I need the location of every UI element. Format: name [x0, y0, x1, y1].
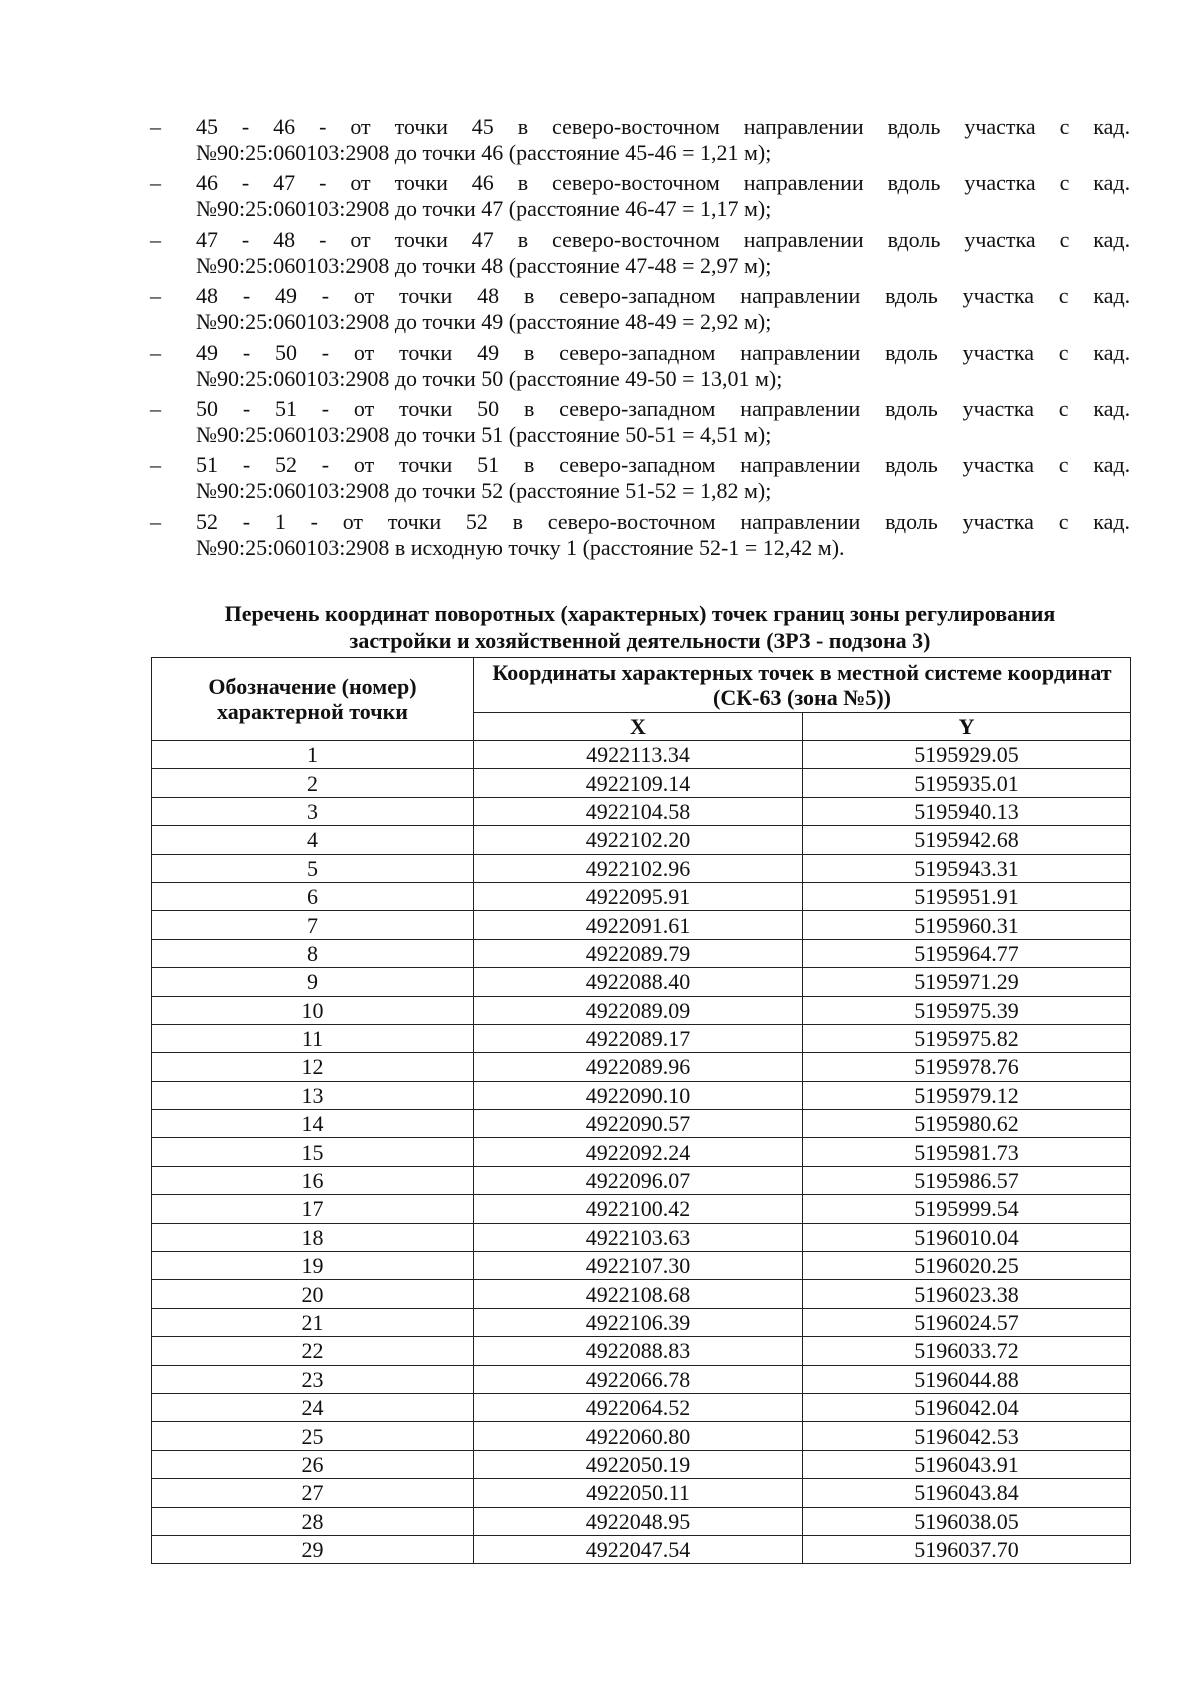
table-row — [152, 939, 1131, 967]
header-coordinates: Координаты характерных точек в местной системе координат (СК-63 (зона №5)) — [474, 658, 1131, 713]
segment-word: - — [319, 114, 327, 139]
point-number-cell: 18 — [152, 1223, 474, 1251]
list-dash: – — [150, 395, 161, 421]
segment-word: участка — [962, 283, 1034, 309]
y-coordinate-cell: 5195975.39 — [803, 996, 1131, 1024]
x-coordinate-cell: 4922088.83 — [474, 1337, 803, 1365]
table-row — [152, 1393, 1131, 1421]
table-row — [152, 854, 1131, 882]
point-number-cell: 10 — [152, 996, 474, 1024]
y-coordinate-cell: 5195999.54 — [803, 1195, 1131, 1223]
point-number-cell: 23 — [152, 1365, 474, 1393]
table-row — [152, 1166, 1131, 1194]
segment-word: с — [1058, 283, 1069, 309]
segment-word: 49 — [196, 339, 218, 365]
point-number-cell: 3 — [152, 797, 474, 825]
y-coordinate-cell: 5195975.82 — [803, 1024, 1131, 1052]
x-coordinate-cell: 4922108.68 — [474, 1280, 803, 1308]
segment-word: с — [1058, 508, 1069, 534]
table-row — [152, 996, 1131, 1024]
table-title-line-2: застройки и хозяйственной деятельности (ЗРЗ - подзона 3) — [349, 628, 931, 653]
segment-word: с — [1058, 339, 1069, 365]
y-coordinate-cell: 5195971.29 — [803, 968, 1131, 996]
x-coordinate-cell: 4922066.78 — [474, 1365, 803, 1393]
point-number-cell: 21 — [152, 1308, 474, 1336]
table-title-line-1: Перечень координат поворотных (характерных) точек границ зоны регулирования — [224, 601, 1056, 626]
table-row — [152, 826, 1131, 854]
table-row — [152, 1252, 1131, 1280]
segment-word: кад. — [1093, 452, 1130, 478]
y-coordinate-cell: 5196010.04 — [803, 1223, 1131, 1251]
y-coordinate-cell: 5195940.13 — [803, 797, 1131, 825]
segment-word: 51 — [196, 452, 218, 478]
segment-word: участка — [964, 170, 1036, 196]
table-row — [152, 769, 1131, 797]
segment-word: вдоль — [887, 114, 941, 139]
segment-word: точки — [399, 395, 453, 421]
y-coordinate-cell: 5196024.57 — [803, 1308, 1131, 1336]
segment-word: от — [350, 114, 371, 139]
segment-word: в — [517, 170, 529, 196]
segment-word: - — [242, 452, 251, 478]
segment-word: 46 — [273, 114, 296, 139]
table-row — [152, 1223, 1131, 1251]
segment-word: в — [523, 395, 535, 421]
segment-word: 50 — [274, 339, 297, 365]
x-coordinate-cell: 4922089.79 — [474, 939, 803, 967]
point-number-cell: 11 — [152, 1024, 474, 1052]
segment-word: - — [242, 339, 251, 365]
segment-word: 50 — [477, 395, 500, 421]
x-coordinate-cell: 4922102.20 — [474, 826, 803, 854]
y-coordinate-cell: 5195951.91 — [803, 882, 1131, 910]
boundary-segment-item — [150, 452, 1130, 504]
x-coordinate-cell: 4922050.19 — [474, 1450, 803, 1478]
point-number-cell: 1 — [152, 741, 474, 769]
point-number-cell: 14 — [152, 1110, 474, 1138]
segment-line-1 — [196, 227, 1130, 253]
header-x: X — [474, 713, 803, 741]
segment-line-1 — [196, 170, 1130, 196]
point-number-cell: 2 — [152, 769, 474, 797]
segment-word: 52 — [465, 508, 488, 534]
segment-word: 51 — [477, 452, 500, 478]
segment-word: - — [241, 114, 250, 139]
segment-word: 46 — [471, 170, 494, 196]
table-row — [152, 1337, 1131, 1365]
x-coordinate-cell: 4922092.24 — [474, 1138, 803, 1166]
y-coordinate-cell: 5196042.53 — [803, 1422, 1131, 1450]
segment-word: направлении — [743, 226, 864, 252]
segment-line-1 — [196, 396, 1130, 422]
table-row — [152, 968, 1131, 996]
segment-word: 48 — [477, 283, 500, 309]
y-coordinate-cell: 5195981.73 — [803, 1138, 1131, 1166]
point-number-cell: 4 — [152, 826, 474, 854]
list-dash: – — [150, 114, 161, 139]
y-coordinate-cell: 5195964.77 — [803, 939, 1131, 967]
table-title — [150, 600, 1130, 654]
segment-word: 49 — [274, 283, 297, 309]
segment-line-2: №90:25:060103:2908 до точки 46 (расстояние 45-46 = 1,21 м); — [196, 140, 772, 165]
segment-word: от — [350, 170, 371, 196]
segment-word: кад. — [1093, 283, 1130, 309]
segment-word: 51 — [274, 395, 297, 421]
header-y: Y — [803, 713, 1131, 741]
x-coordinate-cell: 4922103.63 — [474, 1223, 803, 1251]
segment-line-1 — [196, 509, 1130, 535]
segment-word: северо-восточном — [547, 508, 716, 534]
y-coordinate-cell: 5195942.68 — [803, 826, 1131, 854]
segment-word: 45 — [196, 114, 218, 139]
segment-word: - — [241, 170, 250, 196]
segment-line-2: №90:25:060103:2908 до точки 48 (расстояние 47-48 = 2,97 м); — [196, 252, 772, 278]
segment-word: направлении — [740, 339, 861, 365]
segment-word: от — [342, 508, 364, 534]
segment-word: с — [1058, 395, 1069, 421]
segment-word: точки — [394, 170, 448, 196]
segment-word: с — [1059, 170, 1070, 196]
table-row — [152, 1507, 1131, 1535]
segment-word: от — [353, 452, 375, 478]
segment-word: вдоль — [885, 508, 938, 534]
boundary-description-list — [150, 114, 1130, 565]
segment-line-2: №90:25:060103:2908 в исходную точку 1 (расстояние 52-1 = 12,42 м). — [196, 534, 845, 560]
segment-word: - — [242, 508, 251, 534]
segment-word: с — [1058, 452, 1069, 478]
boundary-segment-item — [150, 227, 1130, 279]
segment-word: - — [242, 283, 251, 309]
x-coordinate-cell: 4922047.54 — [474, 1535, 803, 1563]
point-number-cell: 9 — [152, 968, 474, 996]
segment-word: 52 — [196, 508, 218, 534]
segment-word: направлении — [740, 395, 861, 421]
segment-word: вдоль — [887, 226, 941, 252]
segment-word: в — [517, 114, 529, 139]
segment-word: точки — [394, 226, 448, 252]
point-number-cell: 26 — [152, 1450, 474, 1478]
x-coordinate-cell: 4922106.39 — [474, 1308, 803, 1336]
segment-word: северо-восточном — [552, 170, 720, 196]
segment-line-2: №90:25:060103:2908 до точки 49 (расстояние 48-49 = 2,92 м); — [196, 309, 772, 335]
segment-word: северо-западном — [559, 339, 716, 365]
table-row — [152, 1308, 1131, 1336]
table-row — [152, 1138, 1131, 1166]
segment-word: в — [523, 452, 535, 478]
x-coordinate-cell: 4922090.10 — [474, 1081, 803, 1109]
list-dash: – — [150, 226, 161, 252]
x-coordinate-cell: 4922090.57 — [474, 1110, 803, 1138]
segment-word: 45 — [471, 114, 494, 139]
segment-word: с — [1059, 114, 1070, 139]
segment-word: 47 — [273, 170, 296, 196]
table-row — [152, 1280, 1131, 1308]
point-number-cell: 8 — [152, 939, 474, 967]
segment-word: точки — [394, 114, 448, 139]
segment-word: направлении — [740, 508, 861, 534]
segment-line-1 — [196, 452, 1130, 478]
table-row — [152, 1422, 1131, 1450]
segment-word: кад. — [1093, 226, 1130, 252]
point-number-cell: 17 — [152, 1195, 474, 1223]
boundary-segment-item — [150, 509, 1130, 561]
table-row — [152, 1195, 1131, 1223]
segment-word: северо-западном — [559, 283, 716, 309]
point-number-cell: 24 — [152, 1393, 474, 1421]
y-coordinate-cell: 5196044.88 — [803, 1365, 1131, 1393]
y-coordinate-cell: 5196023.38 — [803, 1280, 1131, 1308]
x-coordinate-cell: 4922107.30 — [474, 1252, 803, 1280]
segment-word: от — [353, 395, 375, 421]
segment-word: 49 — [477, 339, 500, 365]
segment-word: участка — [962, 395, 1034, 421]
segment-word: от — [353, 283, 375, 309]
y-coordinate-cell: 5195943.31 — [803, 854, 1131, 882]
point-number-cell: 16 — [152, 1166, 474, 1194]
segment-word: точки — [387, 508, 442, 534]
segment-word: 47 — [471, 226, 494, 252]
table-row — [152, 1535, 1131, 1563]
table-row — [152, 797, 1131, 825]
segment-word: - — [321, 395, 330, 421]
x-coordinate-cell: 4922104.58 — [474, 797, 803, 825]
segment-line-1 — [196, 340, 1130, 366]
segment-word: 48 — [273, 226, 296, 252]
table-row — [152, 1365, 1131, 1393]
point-number-cell: 22 — [152, 1337, 474, 1365]
x-coordinate-cell: 4922089.17 — [474, 1024, 803, 1052]
segment-word: участка — [962, 508, 1034, 534]
table-row — [152, 1053, 1131, 1081]
segment-word: вдоль — [885, 452, 938, 478]
segment-line-1 — [196, 114, 1130, 140]
segment-word: - — [242, 395, 251, 421]
y-coordinate-cell: 5196033.72 — [803, 1337, 1131, 1365]
segment-word: точки — [399, 339, 453, 365]
segment-word: кад. — [1093, 339, 1130, 365]
point-number-cell: 29 — [152, 1535, 474, 1563]
x-coordinate-cell: 4922096.07 — [474, 1166, 803, 1194]
segment-word: участка — [962, 452, 1034, 478]
coordinates-table — [151, 657, 1131, 1564]
point-number-cell: 15 — [152, 1138, 474, 1166]
y-coordinate-cell: 5196038.05 — [803, 1507, 1131, 1535]
y-coordinate-cell: 5195978.76 — [803, 1053, 1131, 1081]
y-coordinate-cell: 5195929.05 — [803, 741, 1131, 769]
point-number-cell: 6 — [152, 882, 474, 910]
x-coordinate-cell: 4922102.96 — [474, 854, 803, 882]
y-coordinate-cell: 5195960.31 — [803, 911, 1131, 939]
segment-word: кад. — [1093, 170, 1130, 196]
segment-word: вдоль — [885, 339, 938, 365]
x-coordinate-cell: 4922109.14 — [474, 769, 803, 797]
y-coordinate-cell: 5195935.01 — [803, 769, 1131, 797]
point-number-cell: 25 — [152, 1422, 474, 1450]
point-number-cell: 19 — [152, 1252, 474, 1280]
segment-line-1 — [196, 283, 1130, 309]
segment-word: 1 — [274, 508, 286, 534]
x-coordinate-cell: 4922060.80 — [474, 1422, 803, 1450]
segment-line-2: №90:25:060103:2908 до точки 47 (расстояние 46-47 = 1,17 м); — [196, 196, 772, 222]
segment-word: северо-восточном — [552, 114, 720, 139]
segment-word: северо-западном — [559, 452, 716, 478]
table-row — [152, 741, 1131, 769]
y-coordinate-cell: 5195986.57 — [803, 1166, 1131, 1194]
segment-word: 52 — [274, 452, 297, 478]
y-coordinate-cell: 5195980.62 — [803, 1110, 1131, 1138]
y-coordinate-cell: 5196043.91 — [803, 1450, 1131, 1478]
boundary-segment-item — [150, 170, 1130, 222]
x-coordinate-cell: 4922088.40 — [474, 968, 803, 996]
segment-word: участка — [964, 226, 1036, 252]
segment-word: - — [319, 170, 327, 196]
table-row — [152, 911, 1131, 939]
segment-word: участка — [962, 339, 1034, 365]
table-row — [152, 882, 1131, 910]
y-coordinate-cell: 5196042.04 — [803, 1393, 1131, 1421]
segment-word: 50 — [196, 395, 218, 421]
segment-word: в — [517, 226, 529, 252]
segment-word: северо-восточном — [552, 226, 720, 252]
segment-word: - — [310, 508, 318, 534]
header-point-number: Обозначение (номер) характерной точки — [152, 658, 474, 741]
segment-line-2: №90:25:060103:2908 до точки 52 (расстояние 51-52 = 1,82 м); — [196, 478, 772, 504]
segment-word: 46 — [196, 170, 218, 196]
y-coordinate-cell: 5196020.25 — [803, 1252, 1131, 1280]
point-number-cell: 7 — [152, 911, 474, 939]
y-coordinate-cell: 5195979.12 — [803, 1081, 1131, 1109]
segment-word: в — [523, 283, 535, 309]
segment-word: - — [241, 226, 250, 252]
table-row — [152, 1479, 1131, 1507]
list-dash: – — [150, 508, 161, 534]
list-dash: – — [150, 339, 161, 365]
point-number-cell: 12 — [152, 1053, 474, 1081]
segment-word: кад. — [1093, 395, 1130, 421]
point-number-cell: 27 — [152, 1479, 474, 1507]
table-row — [152, 1024, 1131, 1052]
segment-word: направлении — [743, 114, 864, 139]
x-coordinate-cell: 4922100.42 — [474, 1195, 803, 1223]
x-coordinate-cell: 4922048.95 — [474, 1507, 803, 1535]
point-number-cell: 20 — [152, 1280, 474, 1308]
x-coordinate-cell: 4922064.52 — [474, 1393, 803, 1421]
segment-word: направлении — [740, 452, 861, 478]
segment-word: вдоль — [885, 283, 938, 309]
segment-line-2: №90:25:060103:2908 до точки 50 (расстояние 49-50 = 13,01 м); — [196, 365, 783, 391]
segment-word: - — [321, 283, 330, 309]
coordinates-table-body — [152, 741, 1131, 1564]
segment-word: 47 — [196, 226, 218, 252]
segment-word: вдоль — [885, 395, 938, 421]
x-coordinate-cell: 4922050.11 — [474, 1479, 803, 1507]
y-coordinate-cell: 5196043.84 — [803, 1479, 1131, 1507]
segment-word: точки — [399, 452, 453, 478]
segment-word: кад. — [1093, 508, 1130, 534]
segment-word: от — [350, 226, 371, 252]
point-number-cell: 5 — [152, 854, 474, 882]
x-coordinate-cell: 4922091.61 — [474, 911, 803, 939]
segment-word: кад. — [1093, 114, 1130, 139]
table-row — [152, 1081, 1131, 1109]
boundary-segment-item — [150, 340, 1130, 392]
x-coordinate-cell: 4922095.91 — [474, 882, 803, 910]
list-dash: – — [150, 283, 161, 309]
segment-word: - — [321, 339, 330, 365]
boundary-segment-item — [150, 114, 1130, 166]
x-coordinate-cell: 4922089.96 — [474, 1053, 803, 1081]
segment-word: вдоль — [887, 170, 941, 196]
segment-word: в — [523, 339, 535, 365]
segment-word: направлении — [743, 170, 864, 196]
list-dash: – — [150, 452, 161, 478]
segment-word: направлении — [740, 283, 861, 309]
segment-word: - — [321, 452, 330, 478]
segment-word: северо-западном — [559, 395, 716, 421]
boundary-segment-item — [150, 283, 1130, 335]
segment-word: в — [512, 508, 524, 534]
table-row — [152, 1110, 1131, 1138]
segment-word: с — [1059, 226, 1070, 252]
segment-line-2: №90:25:060103:2908 до точки 51 (расстояние 50-51 = 4,51 м); — [196, 421, 772, 447]
segment-word: от — [353, 339, 375, 365]
list-dash: – — [150, 170, 161, 196]
segment-word: 48 — [196, 283, 218, 309]
y-coordinate-cell: 5196037.70 — [803, 1535, 1131, 1563]
segment-word: - — [319, 226, 327, 252]
segment-word: участка — [964, 114, 1036, 139]
x-coordinate-cell: 4922089.09 — [474, 996, 803, 1024]
point-number-cell: 13 — [152, 1081, 474, 1109]
boundary-segment-item — [150, 396, 1130, 448]
table-row — [152, 1450, 1131, 1478]
point-number-cell: 28 — [152, 1507, 474, 1535]
segment-word: точки — [399, 283, 453, 309]
x-coordinate-cell: 4922113.34 — [474, 741, 803, 769]
